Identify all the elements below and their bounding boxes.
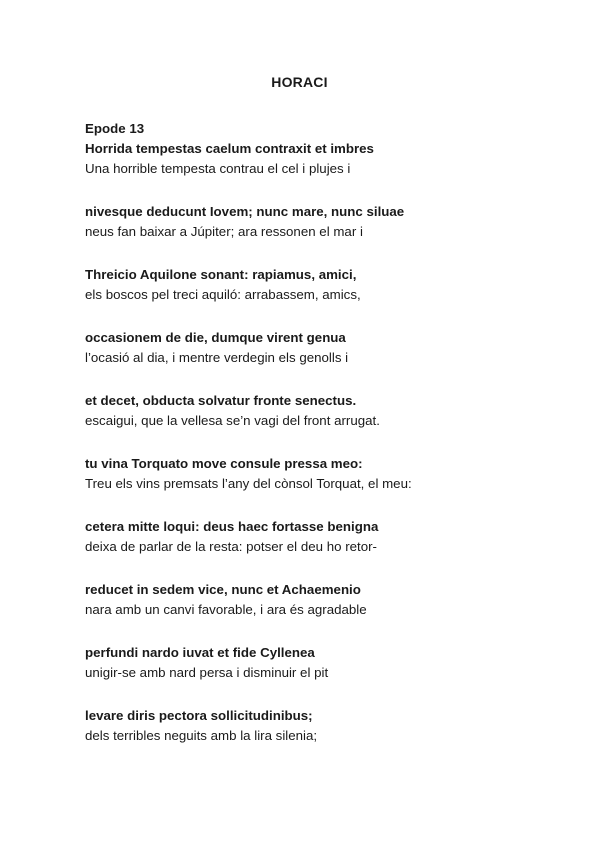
catalan-line: neus fan baixar a Júpiter; ara ressonen el mar i — [85, 224, 363, 239]
latin-line: et decet, obducta solvatur fronte senectus. — [85, 393, 357, 408]
stanza — [85, 391, 555, 431]
stanza — [85, 265, 555, 305]
epode-heading: Epode 13 — [85, 121, 145, 136]
latin-line: Threicio Aquilone sonant: rapiamus, amici, — [85, 267, 357, 282]
latin-line: perfundi nardo iuvat et fide Cyllenea — [85, 645, 315, 660]
stanza — [85, 643, 555, 683]
latin-line: occasionem de die, dumque virent genua — [85, 330, 346, 345]
stanza — [85, 580, 555, 620]
latin-line: reducet in sedem vice, nunc et Achaemenio — [85, 582, 361, 597]
stanza — [85, 139, 555, 179]
stanza — [85, 328, 555, 368]
latin-line: cetera mitte loqui: deus haec fortasse benigna — [85, 519, 379, 534]
stanza — [85, 202, 555, 242]
catalan-line: dels terribles neguits amb la lira silenia; — [85, 728, 318, 743]
stanza — [85, 706, 555, 746]
catalan-line: deixa de parlar de la resta: potser el deu ho retor- — [85, 539, 377, 554]
catalan-line: Una horrible tempesta contrau el cel i plujes i — [85, 161, 351, 176]
latin-line: tu vina Torquato move consule pressa meo: — [85, 456, 363, 471]
page-title: HORACI — [271, 74, 328, 90]
stanza — [85, 454, 555, 494]
catalan-line: els boscos pel treci aquiló: arrabassem, amics, — [85, 287, 361, 302]
catalan-line: l’ocasió al dia, i mentre verdegin els genolls i — [85, 350, 349, 365]
stanza — [85, 517, 555, 557]
latin-line: levare diris pectora sollicitudinibus; — [85, 708, 313, 723]
catalan-line: Treu els vins premsats l’any del cònsol Torquat, el meu: — [85, 476, 412, 491]
catalan-line: unigir-se amb nard persa i disminuir el pit — [85, 665, 329, 680]
catalan-line: escaigui, que la vellesa se’n vagi del front arrugat. — [85, 413, 380, 428]
catalan-line: nara amb un canvi favorable, i ara és agradable — [85, 602, 367, 617]
latin-line: Horrida tempestas caelum contraxit et imbres — [85, 141, 374, 156]
poem-body — [85, 119, 555, 769]
latin-line: nivesque deducunt Iovem; nunc mare, nunc siluae — [85, 204, 405, 219]
